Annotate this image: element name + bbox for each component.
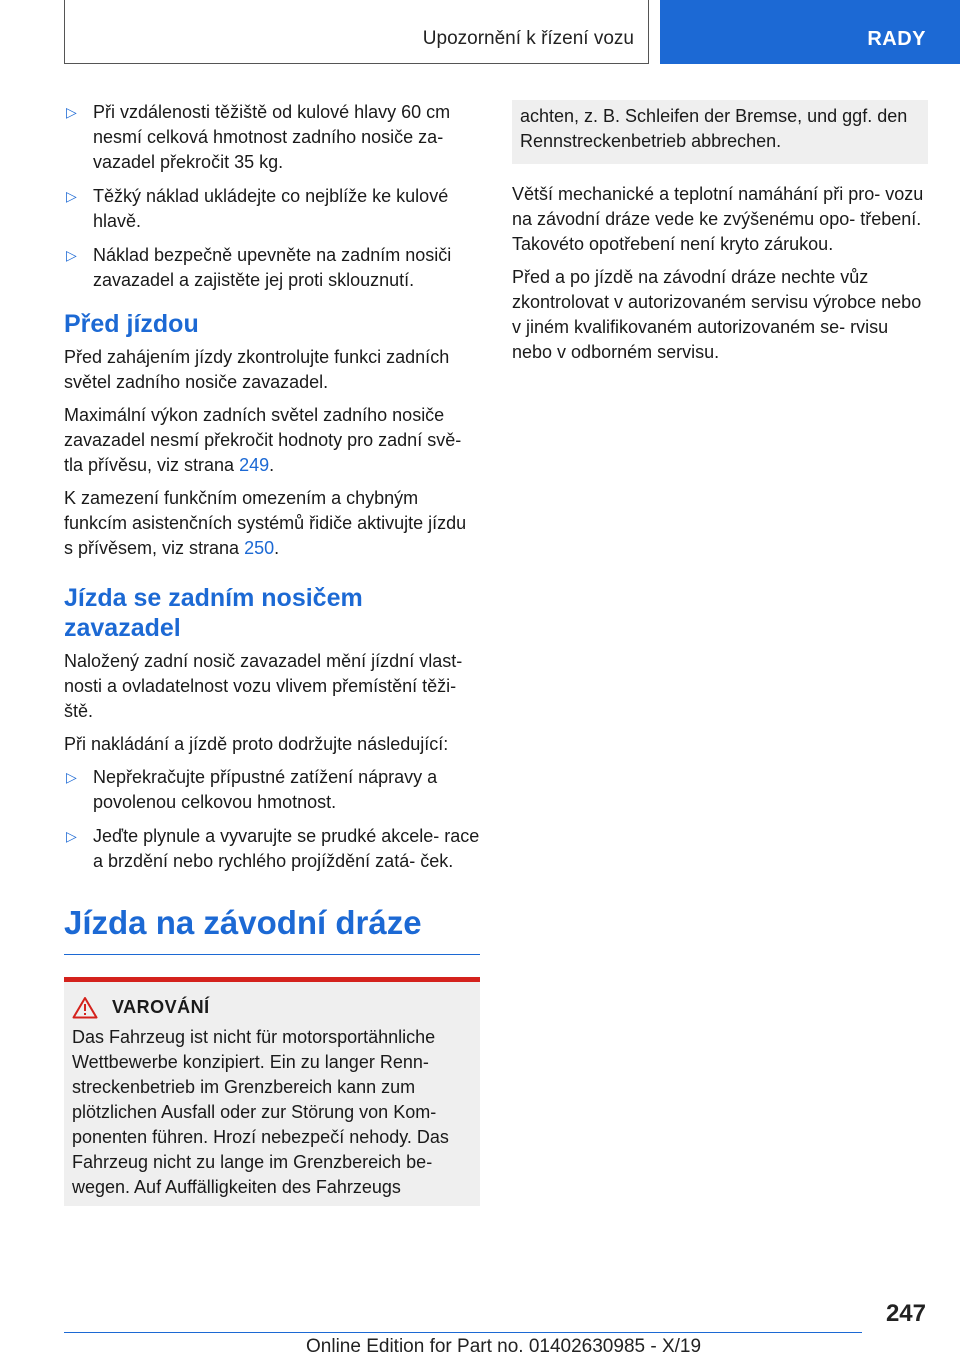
footer-edition: Online Edition for Part no. 01402630985 - X/19 [306, 1336, 702, 1357]
page-link-249[interactable]: 249 [239, 455, 270, 475]
paragraph: Větší mechanické a teplotní namáhání při pro‐ vozu na závodní dráze vede ke zvýšenému opo‐ třebení. Takovéto opotřebení není kryto zárukou. [512, 184, 924, 254]
paragraph: K zamezení funkčním omezením a chybným funkcím asistenčních systémů řidiče aktivujte jízdu s přívěsem, viz strana 250. [64, 488, 467, 558]
list-item: ▷ Při vzdálenosti těžiště od kulové hlavy 60 cm nesmí celková hmotnost zadního nosiče za‐ vazadel překročit 35 kg. [66, 102, 451, 172]
left-column [64, 100, 480, 1206]
header-title-box [64, 0, 649, 64]
section-tab-label: RADY [867, 28, 926, 50]
warning-triangle-icon [72, 996, 98, 1019]
triangle-right-icon: ▷ [66, 247, 77, 263]
triangle-right-icon: ▷ [66, 769, 77, 785]
page-number: 247 [885, 1300, 926, 1327]
paragraph: Před a po jízdě na závodní dráze nechte vůz zkontrolovat v autorizovaném servisu výrobce nebo v jiném kvalifikovaném autorizovaném se‐ rvisu nebo v odborném servisu. [512, 267, 922, 362]
paragraph: Naložený zadní nosič zavazadel mění jízdní vlast‐ nosti a ovladatelnost vozu vlivem přemístění těži‐ ště. [64, 651, 463, 721]
heading-race-track: Jízda na závodní dráze [64, 902, 480, 955]
heading-before-driving: Před jízdou [64, 310, 199, 338]
page-link-250[interactable]: 250 [244, 538, 275, 558]
list-item: ▷ Jeďte plynule a vyvarujte se prudké akcele‐ race a brzdění nebo rychlého projíždění zatá‐ ček. [66, 826, 480, 871]
heading-driving-with-carrier: Jízda se zadním nosičem zavazadel [64, 584, 363, 642]
header-title: Upozornění k řízení vozu [422, 28, 634, 49]
triangle-right-icon: ▷ [66, 828, 77, 844]
list-item: ▷ Náklad bezpečně upevněte na zadním nosiči zavazadel a zajistěte jej proti sklouznutí. [66, 245, 452, 290]
warning-header [72, 996, 470, 1019]
list-item: ▷ Nepřekračujte přípustné zatížení nápravy a povolenou celkovou hmotnost. [66, 767, 438, 812]
triangle-right-icon: ▷ [66, 188, 77, 204]
section-tab[interactable] [660, 0, 960, 64]
warning-text: Das Fahrzeug ist nicht für motorsportähnliche Wettbewerbe konzipiert. Ein zu langer Renn‐ streckenbetrieb im Grenzbereich kann zum plötzlichen Ausfall oder zur Störung von Kom‐ ponenten führen. Hrozí nebezpečí nehody. Das Fahrzeug nicht zu lange im Grenzbereich be‐ wegen. Auf Auffälligkeiten des Fahrzeugs [72, 1027, 449, 1197]
warning-label: VAROVÁNÍ [112, 997, 210, 1017]
triangle-right-icon: ▷ [66, 104, 77, 120]
paragraph: Při nakládání a jízdě proto dodržujte následující: [64, 734, 449, 754]
paragraph: Maximální výkon zadních světel zadního nosiče zavazadel nesmí překročit hodnoty pro zadní svě‐ tla přívěsu, viz strana 249. [64, 405, 462, 475]
right-column [512, 100, 928, 373]
list-item: ▷ Těžký náklad ukládejte co nejblíže ke kulové hlavě. [66, 186, 449, 231]
warning-box [64, 977, 480, 1206]
warning-box-continued [512, 100, 928, 164]
paragraph: Před zahájením jízdy zkontrolujte funkci zadních světel zadního nosiče zavazadel. [64, 347, 450, 392]
footer-divider [64, 1332, 862, 1333]
warning-text-continued: achten, z. B. Schleifen der Bremse, und ggf. den Rennstreckenbetrieb abbrechen. [520, 106, 908, 151]
